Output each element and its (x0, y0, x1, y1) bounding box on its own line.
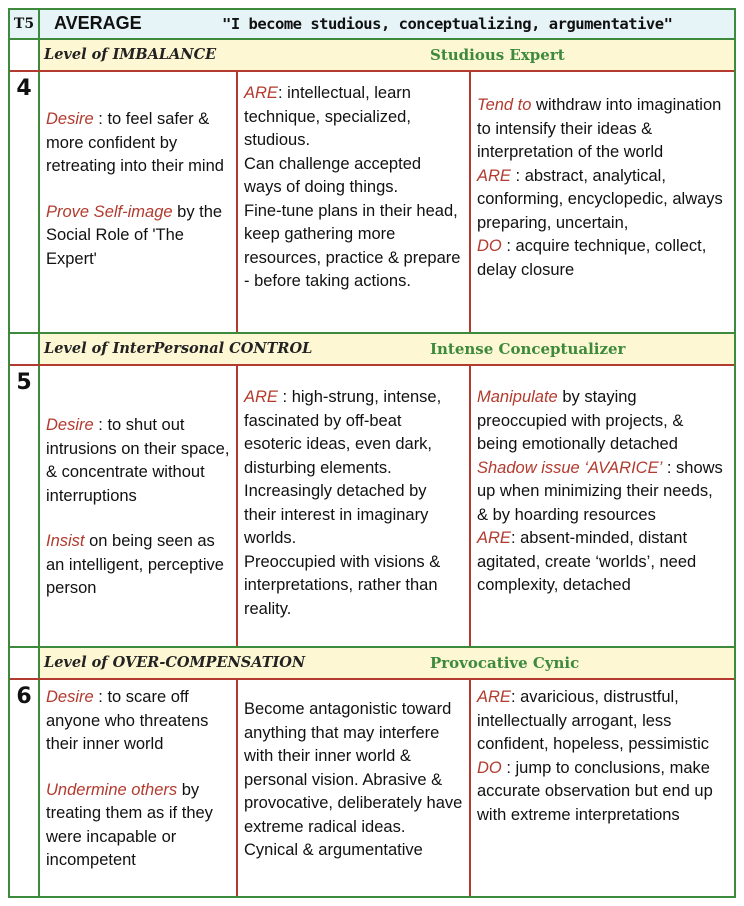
level-row-4 (10, 72, 734, 332)
level-number: 6 (10, 680, 40, 896)
level-number: 4 (10, 72, 40, 332)
level-number: 5 (10, 366, 40, 646)
level-row-5 (10, 366, 734, 646)
table-header (10, 10, 734, 40)
level-band-5 (10, 334, 734, 366)
level-row-6 (10, 680, 734, 896)
level-name: Level of InterPersonal CONTROL (44, 340, 313, 357)
type-tag: T5 (10, 10, 40, 38)
cell-desire: Desire : to shut out intrusions on their space, & concentrate without interruptions Insist on being seen as an intelligent, perceptive person (40, 366, 238, 646)
cell-desire: Desire : to feel safer & more confident by retreating into their mind Prove Self-image by the Social Role of 'The Expert' (40, 72, 238, 332)
header-title: AVERAGE (54, 13, 142, 33)
cell-are: Become antagonistic toward anything that may interfere with their inner world & personal vision. Abrasive & provocative, deliberately have extreme radical ideas. Cynical & argumentative (238, 680, 471, 896)
cell-are: ARE : high-strung, intense, fascinated by off-beat esoteric ideas, even dark, disturbing elements. Increasingly detached by their interest in imaginary worlds. Preoccupied with visions & interpretations, rather than reality. (238, 366, 471, 646)
cell-are: ARE: intellectual, learn technique, specialized, studious. Can challenge accepted ways of doing things. Fine-tune plans in their head, keep gathering more resources, practice & prepare - before taking actions. (238, 72, 471, 332)
cell-desire: Desire : to scare off anyone who threatens their inner world Undermine others by treating them as if they were incapable or incompetent (40, 680, 238, 896)
level-role: Studious Expert (430, 46, 565, 64)
level-band-6 (10, 648, 734, 680)
header-quote: "I become studious, conceptualizing, argumentative" (222, 15, 673, 33)
cell-behaviour: Tend to withdraw into imagination to intensify their ideas & interpretation of the world ARE : abstract, analytical, conforming, encyclopedic, always preparing, uncertain, DO : acquire technique, collect, delay closure (477, 96, 723, 279)
level-name: Level of OVER-COMPENSATION (44, 654, 306, 671)
level-name: Level of IMBALANCE (44, 46, 217, 63)
level-role: Provocative Cynic (430, 654, 580, 672)
level-band-4 (10, 40, 734, 72)
table (8, 8, 736, 898)
cell-behaviour: ARE: avaricious, distrustful, intellectually arrogant, less confident, hopeless, pessimistic DO : jump to conclusions, make accurate observation but end up with extreme interpretations (477, 688, 713, 824)
cell-behaviour: Manipulate by staying preoccupied with projects, & being emotionally detached Shadow issue ‘AVARICE’ : shows up when minimizing their needs, & by hoarding resources ARE: absent-minded, distant agitated, create ‘worlds’, need complexity, detached (477, 388, 723, 594)
level-role: Intense Conceptualizer (430, 340, 626, 358)
